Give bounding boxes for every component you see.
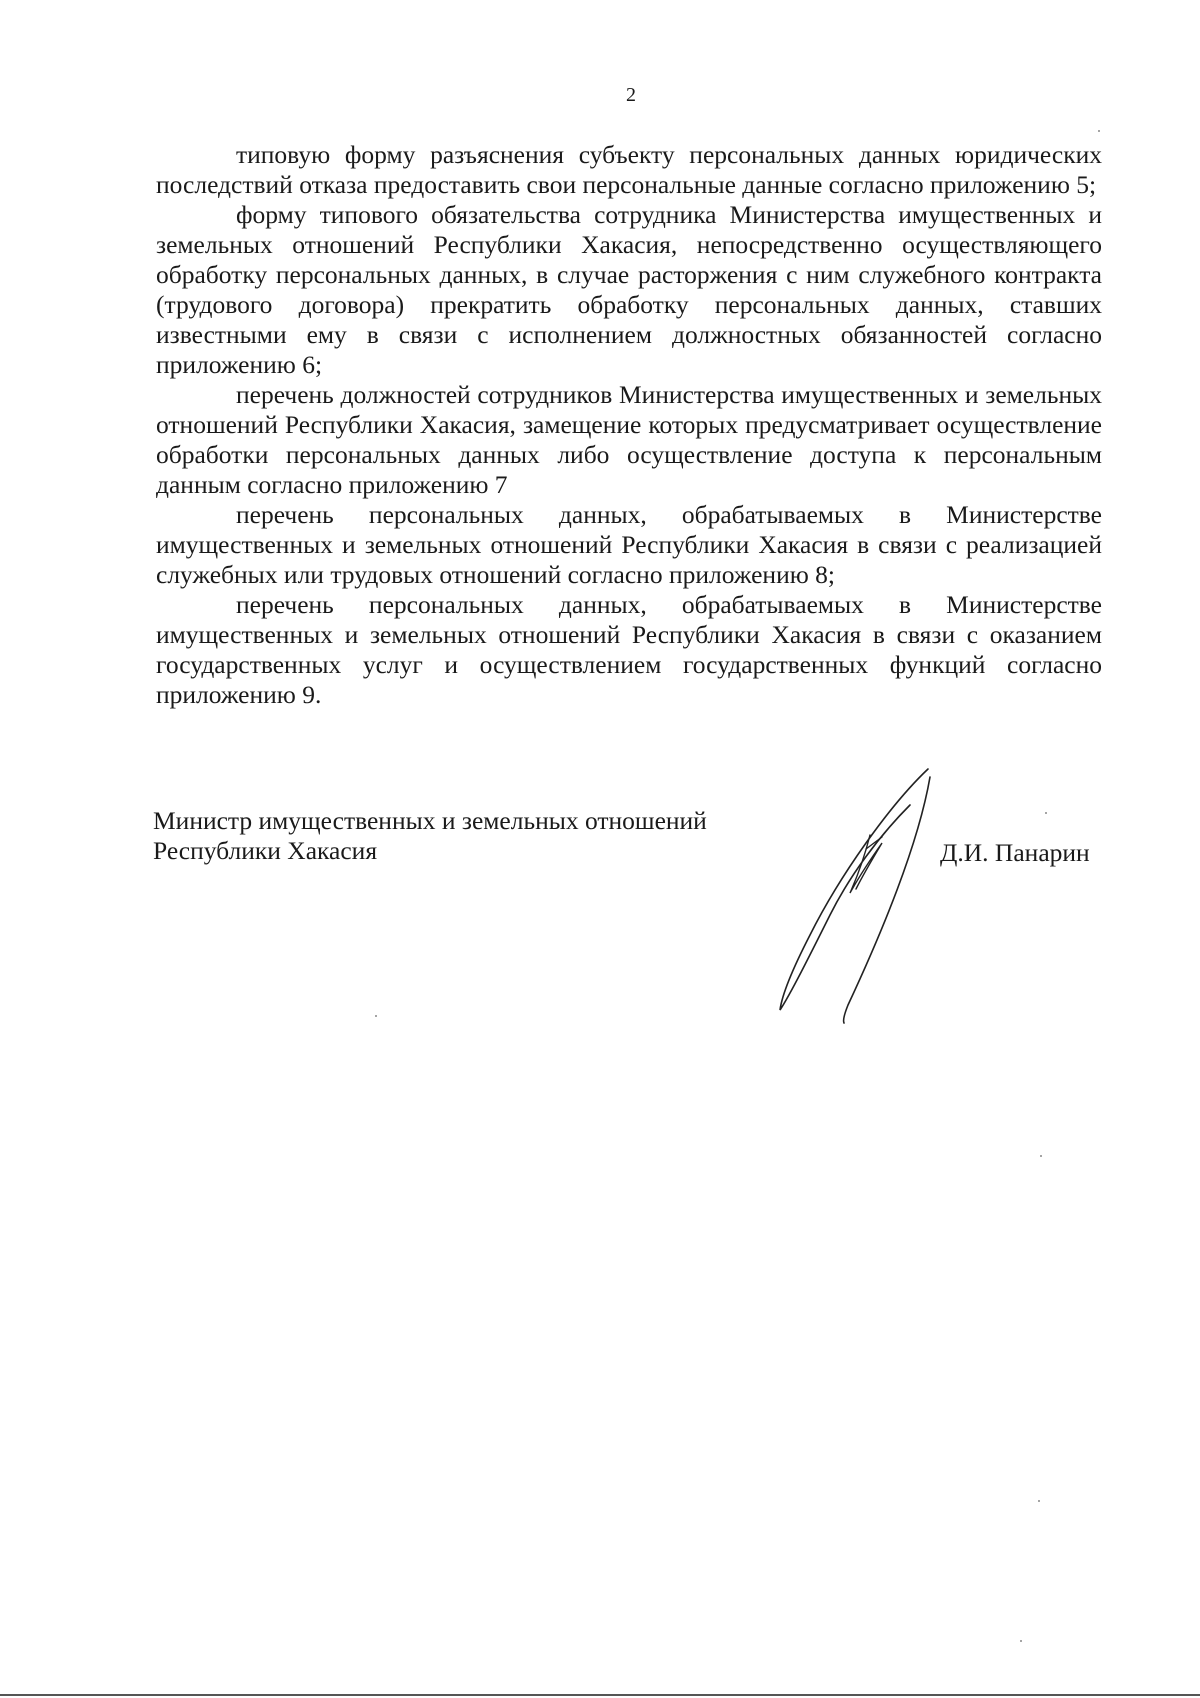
signatory-title — [153, 806, 707, 866]
signatory-title-line-2: Республики Хакасия — [153, 836, 378, 865]
page-number: 2 — [626, 84, 636, 106]
handwritten-signature — [770, 765, 940, 1025]
scan-speck — [1098, 130, 1100, 132]
scan-speck — [375, 1015, 377, 1017]
scan-speck — [1045, 812, 1047, 814]
scan-speck — [1038, 1500, 1040, 1502]
paragraph-appendix-5: типовую форму разъяснения субъекту персональных данных юридических последствий отказа предоставить свои персональные данные согласно приложению 5; — [156, 140, 1102, 199]
paragraph-appendix-6: форму типового обязательства сотрудника Министерства имущественных и земельных отношений Республики Хакасия, непосредственно осуществляющего обработку персональных данных, в случае расторжения с ним служебного контракта (трудового договора) прекратить обработку персональных данных, ставших известными ему в связи с исполнением должностных обязанностей согласно приложению 6; — [156, 200, 1102, 379]
signatory-name: Д.И. Панарин — [940, 838, 1090, 867]
scan-bottom-edge — [0, 1694, 1200, 1696]
paragraph-appendix-9: перечень персональных данных, обрабатываемых в Министерстве имущественных и земельных отношений Республики Хакасия в связи с оказанием государственных услуг и осуществлением государственных функций согласно приложению 9. — [156, 590, 1102, 709]
paragraph-appendix-8: перечень персональных данных, обрабатываемых в Министерстве имущественных и земельных отношений Республики Хакасия в связи с реализацией служебных или трудовых отношений согласно приложению 8; — [156, 500, 1102, 589]
body-text — [156, 140, 1102, 710]
signatory-title-line-1: Министр имущественных и земельных отношений — [153, 806, 707, 835]
scan-speck — [1020, 1640, 1022, 1642]
paragraph-appendix-7: перечень должностей сотрудников Министерства имущественных и земельных отношений Республики Хакасия, замещение которых предусматривает осуществление обработки персональных данных либо осуществление доступа к персональным данным согласно приложению 7 — [156, 380, 1102, 499]
scan-speck — [1040, 1155, 1042, 1157]
